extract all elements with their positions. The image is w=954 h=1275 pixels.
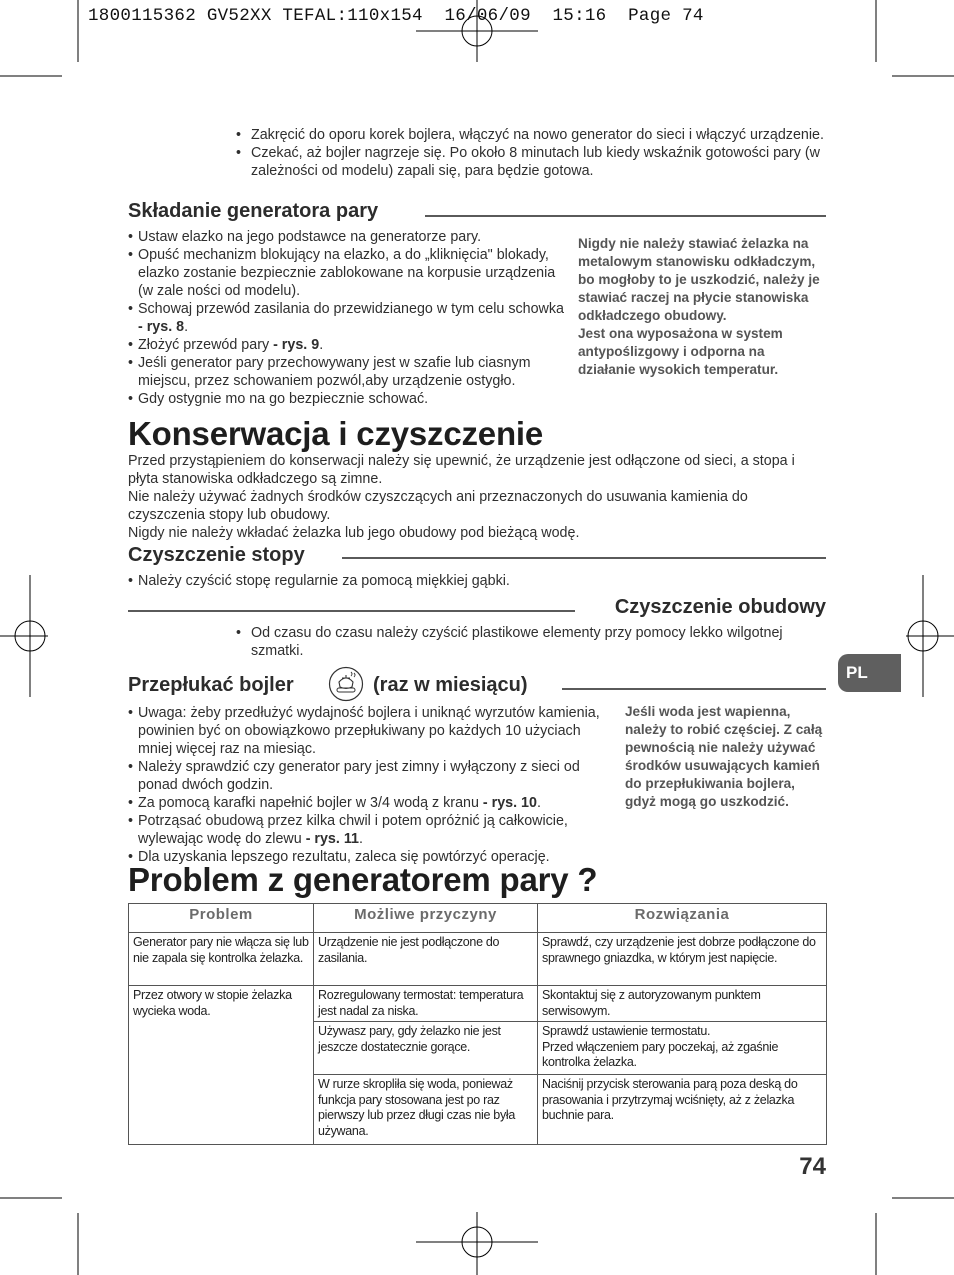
list-item: • Gdy ostygnie mo na go bezpiecznie schować.	[128, 391, 429, 407]
section-heading-rinse-frequency: (raz w miesiącu)	[373, 674, 528, 696]
problem-cell: Przez otwory w stopie żelazka wycieka woda.	[129, 986, 314, 1145]
language-tab: PL	[838, 654, 901, 692]
list-item: • Opuść mechanizm blokujący na elazko, a do „kliknięcia" blokady, elazko zostanie bezpiecznie zablokowane na korpusie urządzenia (w zale ności od modelu).	[128, 247, 556, 299]
heading-rule	[128, 610, 575, 612]
solution-cell: Naciśnij przycisk sterowania parą poza deską do prasowania i przytrzymaj wciśnięty, aż z żelazka buchnie para.	[538, 1075, 827, 1145]
maintenance-body	[128, 452, 828, 542]
paragraph: Nie należy używać żadnych środków czyszczących ani przeznaczonych do usuwania kamienia do czyszczenia stopy lub obudowy.	[128, 489, 748, 523]
list-item: • Czekać, aż bojler nagrzeje się. Po około 8 minutach lub kiedy wskaźnik gotowości pary (w zależności od modelu) zapali się, para będzie gotowa.	[236, 145, 820, 179]
section-title-maintenance: Konserwacja i czyszczenie	[128, 415, 544, 452]
folding-warning-note: Nigdy nie należy stawiać żelazka na metalowym stanowisku odkładczym, bo mogłoby to je uszkodzić, należy je stawiać raczej na płycie stanowiska odkładczego obudowy. Jest ona wyposażona w system antypoślizgowy i odporna na działanie wysokich temperatur.	[578, 236, 820, 377]
cause-cell: Używasz pary, gdy żelazko nie jest jeszcze dostatecznie gorące.	[314, 1022, 538, 1075]
troubleshooting-table	[128, 903, 827, 1145]
paragraph: Nigdy nie należy wkładać żelazka lub jego obudowy pod bieżącą wodę.	[128, 525, 580, 541]
section-heading-soleplate: Czyszczenie stopy	[128, 544, 305, 566]
cause-cell: Rozregulowany termostat: temperatura jest nadal za niska.	[314, 986, 538, 1022]
section-heading-housing: Czyszczenie obudowy	[614, 596, 826, 618]
section-heading-rinse: Przepłukać bojler	[128, 674, 294, 696]
column-header: Rozwiązania	[538, 904, 827, 933]
list-item: • Od czasu do czasu należy czyścić plastikowe elementy przy pomocy lekko wilgotnej szmatki.	[236, 625, 783, 659]
list-item: • Należy sprawdzić czy generator pary jest zimny i wyłączony z sieci od ponad dwóch godzin.	[128, 759, 580, 793]
list-item: • Ustaw elazko na jego podstawce na generatorze pary.	[128, 229, 482, 245]
intro-bullet-list	[236, 126, 826, 180]
solution-cell: Skontaktuj się z autoryzowanym punktem serwisowym.	[538, 986, 827, 1022]
table-row	[129, 986, 827, 1022]
list-item: • Należy czyścić stopę regularnie za pomocą miękkiej gąbki.	[128, 573, 510, 589]
paragraph: Przed przystąpieniem do konserwacji należy się upewnić, że urządzenie jest odłączone od sieci, a stopa i płyta stanowiska odkładczego są zimne.	[128, 453, 795, 487]
list-item: • Schowaj przewód zasilania do przewidzianego w tym celu schowka - rys. 8.	[128, 301, 564, 335]
soleplate-bullet-list	[128, 572, 818, 590]
rinse-bullet-list	[128, 704, 608, 866]
housing-bullet-list	[236, 624, 796, 660]
page-number: 74	[799, 1153, 826, 1180]
table-header-row	[129, 904, 827, 933]
folding-bullet-list	[128, 228, 568, 408]
list-item: • Złożyć przewód pary - rys. 9.	[128, 337, 324, 353]
list-item: • Jeśli generator pary przechowywany jest w szafie lub ciasnym miejscu, przez schowaniem pozwól,aby urządzenie ostygło.	[128, 355, 531, 389]
section-title-troubleshooting: Problem z generatorem pary ?	[128, 861, 598, 898]
heading-rule	[342, 557, 826, 559]
rinse-warning-note: Jeśli woda jest wapienna, należy to robić częściej. Z całą pewnością nie należy używać środków usuwających kamień do przepłukiwania bojlera, gdyż mogą go uszkodzić.	[625, 704, 823, 809]
boiler-rinse-icon	[327, 666, 365, 702]
solution-cell: Sprawdź, czy urządzenie jest dobrze podłączone do sprawnego gniazdka, w którym jest napięcie.	[538, 933, 827, 986]
table-row	[129, 933, 827, 986]
list-item: • Uwaga: żeby przedłużyć wydajność bojlera i uniknąć wyrzutów kamienia, powinien być on obowiązkowo przepłukiwany po każdych 10 użyciach mniej więcej raz na miesiąc.	[128, 705, 600, 757]
solution-cell: Sprawdź ustawienie termostatu. Przed włączeniem pary poczekaj, aż zgaśnie kontrolka żelazka.	[538, 1022, 827, 1075]
list-item: • Zakręcić do oporu korek bojlera, włączyć na nowo generator do sieci i włączyć urządzenie.	[236, 127, 824, 143]
list-item: • Potrząsać obudową przez kilka chwil i potem opróżnić ją całkowicie, wylewając wodę do zlewu - rys. 11.	[128, 813, 568, 847]
list-item: • Dla uzyskania lepszego rezultatu, zaleca się powtórzyć operację.	[128, 849, 550, 865]
column-header: Możliwe przyczyny	[314, 904, 538, 933]
heading-rule	[425, 215, 826, 217]
problem-cell: Generator pary nie włącza się lub nie zapala się kontrolka żelazka.	[129, 933, 314, 986]
list-item: • Za pomocą karafki napełnić bojler w 3/4 wodą z kranu - rys. 10.	[128, 795, 541, 811]
column-header: Problem	[129, 904, 314, 933]
section-heading-folding: Składanie generatora pary	[128, 200, 379, 222]
print-header: 1800115362 GV52XX TEFAL:110x154 16/06/09 15:16 Page 74	[88, 6, 704, 26]
cause-cell: W rurze skropliła się woda, ponieważ funkcja pary stosowana jest po raz pierwszy lub przez długi czas nie była używana.	[314, 1075, 538, 1145]
heading-rule	[562, 688, 826, 690]
cause-cell: Urządzenie nie jest podłączone do zasilania.	[314, 933, 538, 986]
